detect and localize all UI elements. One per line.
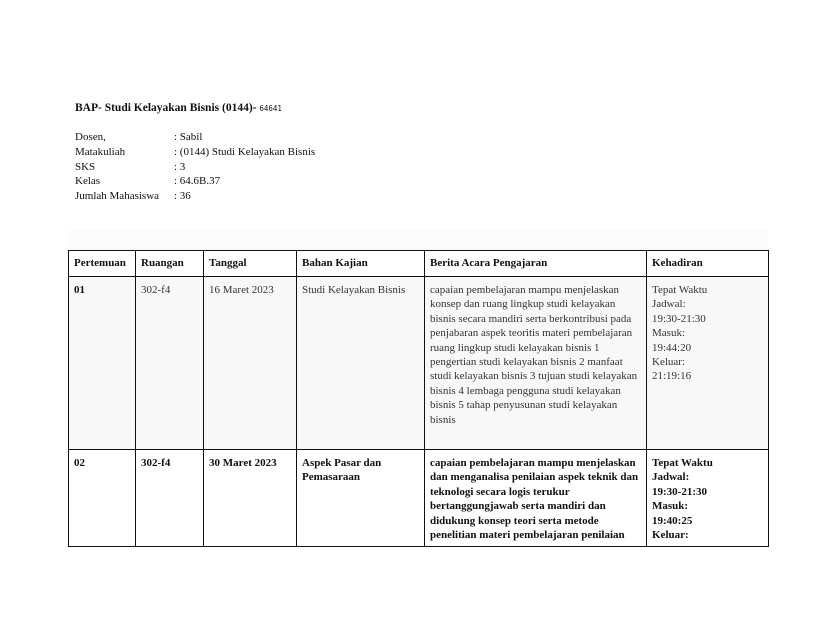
title-code: 64641 bbox=[259, 104, 282, 113]
cell-bahan-kajian: Aspek Pasar dan Pemasaraan bbox=[297, 450, 425, 547]
cell-berita-acara: capaian pembelajaran mampu menjelaskan konsep dan ruang lingkup studi kelayakan bisnis secara mandiri serta berkontribusi pada penjabaran aspek teoritis materi pembelajaran ruang lingkup studi kelayakan bisnis 1 pengertian studi kelayakan bisnis 2 manfaat studi kelayakan bisnis 3 tujuan studi kelayakan bisnis 4 lembaga pengguna studi kelayakan bisnis 5 tahap penyusunan studi kelayakan bisnis bbox=[425, 277, 647, 450]
header-kehadiran: Kehadiran bbox=[647, 251, 769, 277]
info-jumlah-mahasiswa bbox=[75, 189, 315, 204]
kehadiran-keluar-label: Keluar: bbox=[652, 529, 689, 542]
attendance-table-wrapper bbox=[68, 230, 768, 547]
table-row bbox=[69, 277, 769, 450]
info-label: Jumlah Mahasiswa bbox=[75, 190, 160, 203]
kehadiran-keluar-value: 21:19:16 bbox=[652, 370, 692, 383]
cell-bahan-kajian: Studi Kelayakan Bisnis bbox=[297, 277, 425, 450]
cell-kehadiran bbox=[647, 450, 769, 547]
info-label: SKS bbox=[75, 160, 96, 173]
info-matakuliah bbox=[75, 145, 315, 160]
info-label: Dosen, bbox=[75, 131, 106, 143]
kehadiran-jadwal-value: 19:30-21:30 bbox=[652, 485, 707, 498]
info-value: : Sabil bbox=[174, 131, 203, 143]
table-top-shade bbox=[68, 230, 768, 250]
kehadiran-jadwal-label: Jadwal: bbox=[652, 471, 690, 484]
info-value: : 64.6B.37 bbox=[174, 175, 221, 188]
kehadiran-status: Tepat Waktu bbox=[652, 457, 713, 469]
info-kelas bbox=[75, 174, 315, 189]
header-bahan-kajian: Bahan Kajian bbox=[297, 251, 425, 277]
cell-pertemuan: 02 bbox=[69, 450, 136, 547]
table-header-row bbox=[69, 251, 769, 277]
attendance-table bbox=[68, 250, 769, 547]
cell-berita-acara: capaian pembelajaran mampu menjelaskan dan menganalisa penilaian aspek teknik dan teknologi secara logis terukur bertanggungjawab serta mandiri dan didukung konsep teori serta metode penelitian materi pembelajaran penilaian bbox=[425, 450, 647, 547]
kehadiran-masuk-label: Masuk: bbox=[652, 327, 685, 340]
kehadiran-masuk-label: Masuk: bbox=[652, 500, 689, 513]
cell-ruangan: 302-f4 bbox=[136, 277, 204, 450]
title-text: BAP- Studi Kelayakan Bisnis (0144)- bbox=[75, 102, 257, 114]
kehadiran-masuk-value: 19:44:20 bbox=[652, 341, 692, 354]
cell-pertemuan: 01 bbox=[69, 277, 136, 450]
info-label: Matakuliah bbox=[75, 145, 126, 158]
kehadiran-masuk-value: 19:40:25 bbox=[652, 514, 693, 527]
info-value: : (0144) Studi Kelayakan Bisnis bbox=[174, 145, 316, 158]
course-info bbox=[75, 130, 315, 204]
info-dosen bbox=[75, 130, 315, 145]
cell-ruangan: 302-f4 bbox=[136, 450, 204, 547]
header-ruangan: Ruangan bbox=[136, 251, 204, 277]
cell-kehadiran bbox=[647, 277, 769, 450]
header-berita-acara: Berita Acara Pengajaran bbox=[425, 251, 647, 277]
cell-tanggal: 30 Maret 2023 bbox=[204, 450, 297, 547]
document-title bbox=[75, 102, 282, 114]
kehadiran-jadwal-value: 19:30-21:30 bbox=[652, 312, 706, 325]
kehadiran-jadwal-label: Jadwal: bbox=[652, 298, 686, 311]
info-value: : 3 bbox=[174, 160, 186, 173]
header-pertemuan: Pertemuan bbox=[69, 251, 136, 277]
info-label: Kelas bbox=[75, 175, 101, 188]
table-row bbox=[69, 450, 769, 547]
info-value: : 36 bbox=[174, 190, 191, 203]
kehadiran-keluar-label: Keluar: bbox=[652, 356, 685, 369]
info-sks bbox=[75, 160, 315, 175]
header-tanggal: Tanggal bbox=[204, 251, 297, 277]
cell-tanggal: 16 Maret 2023 bbox=[204, 277, 297, 450]
kehadiran-status: Tepat Waktu bbox=[652, 284, 708, 296]
